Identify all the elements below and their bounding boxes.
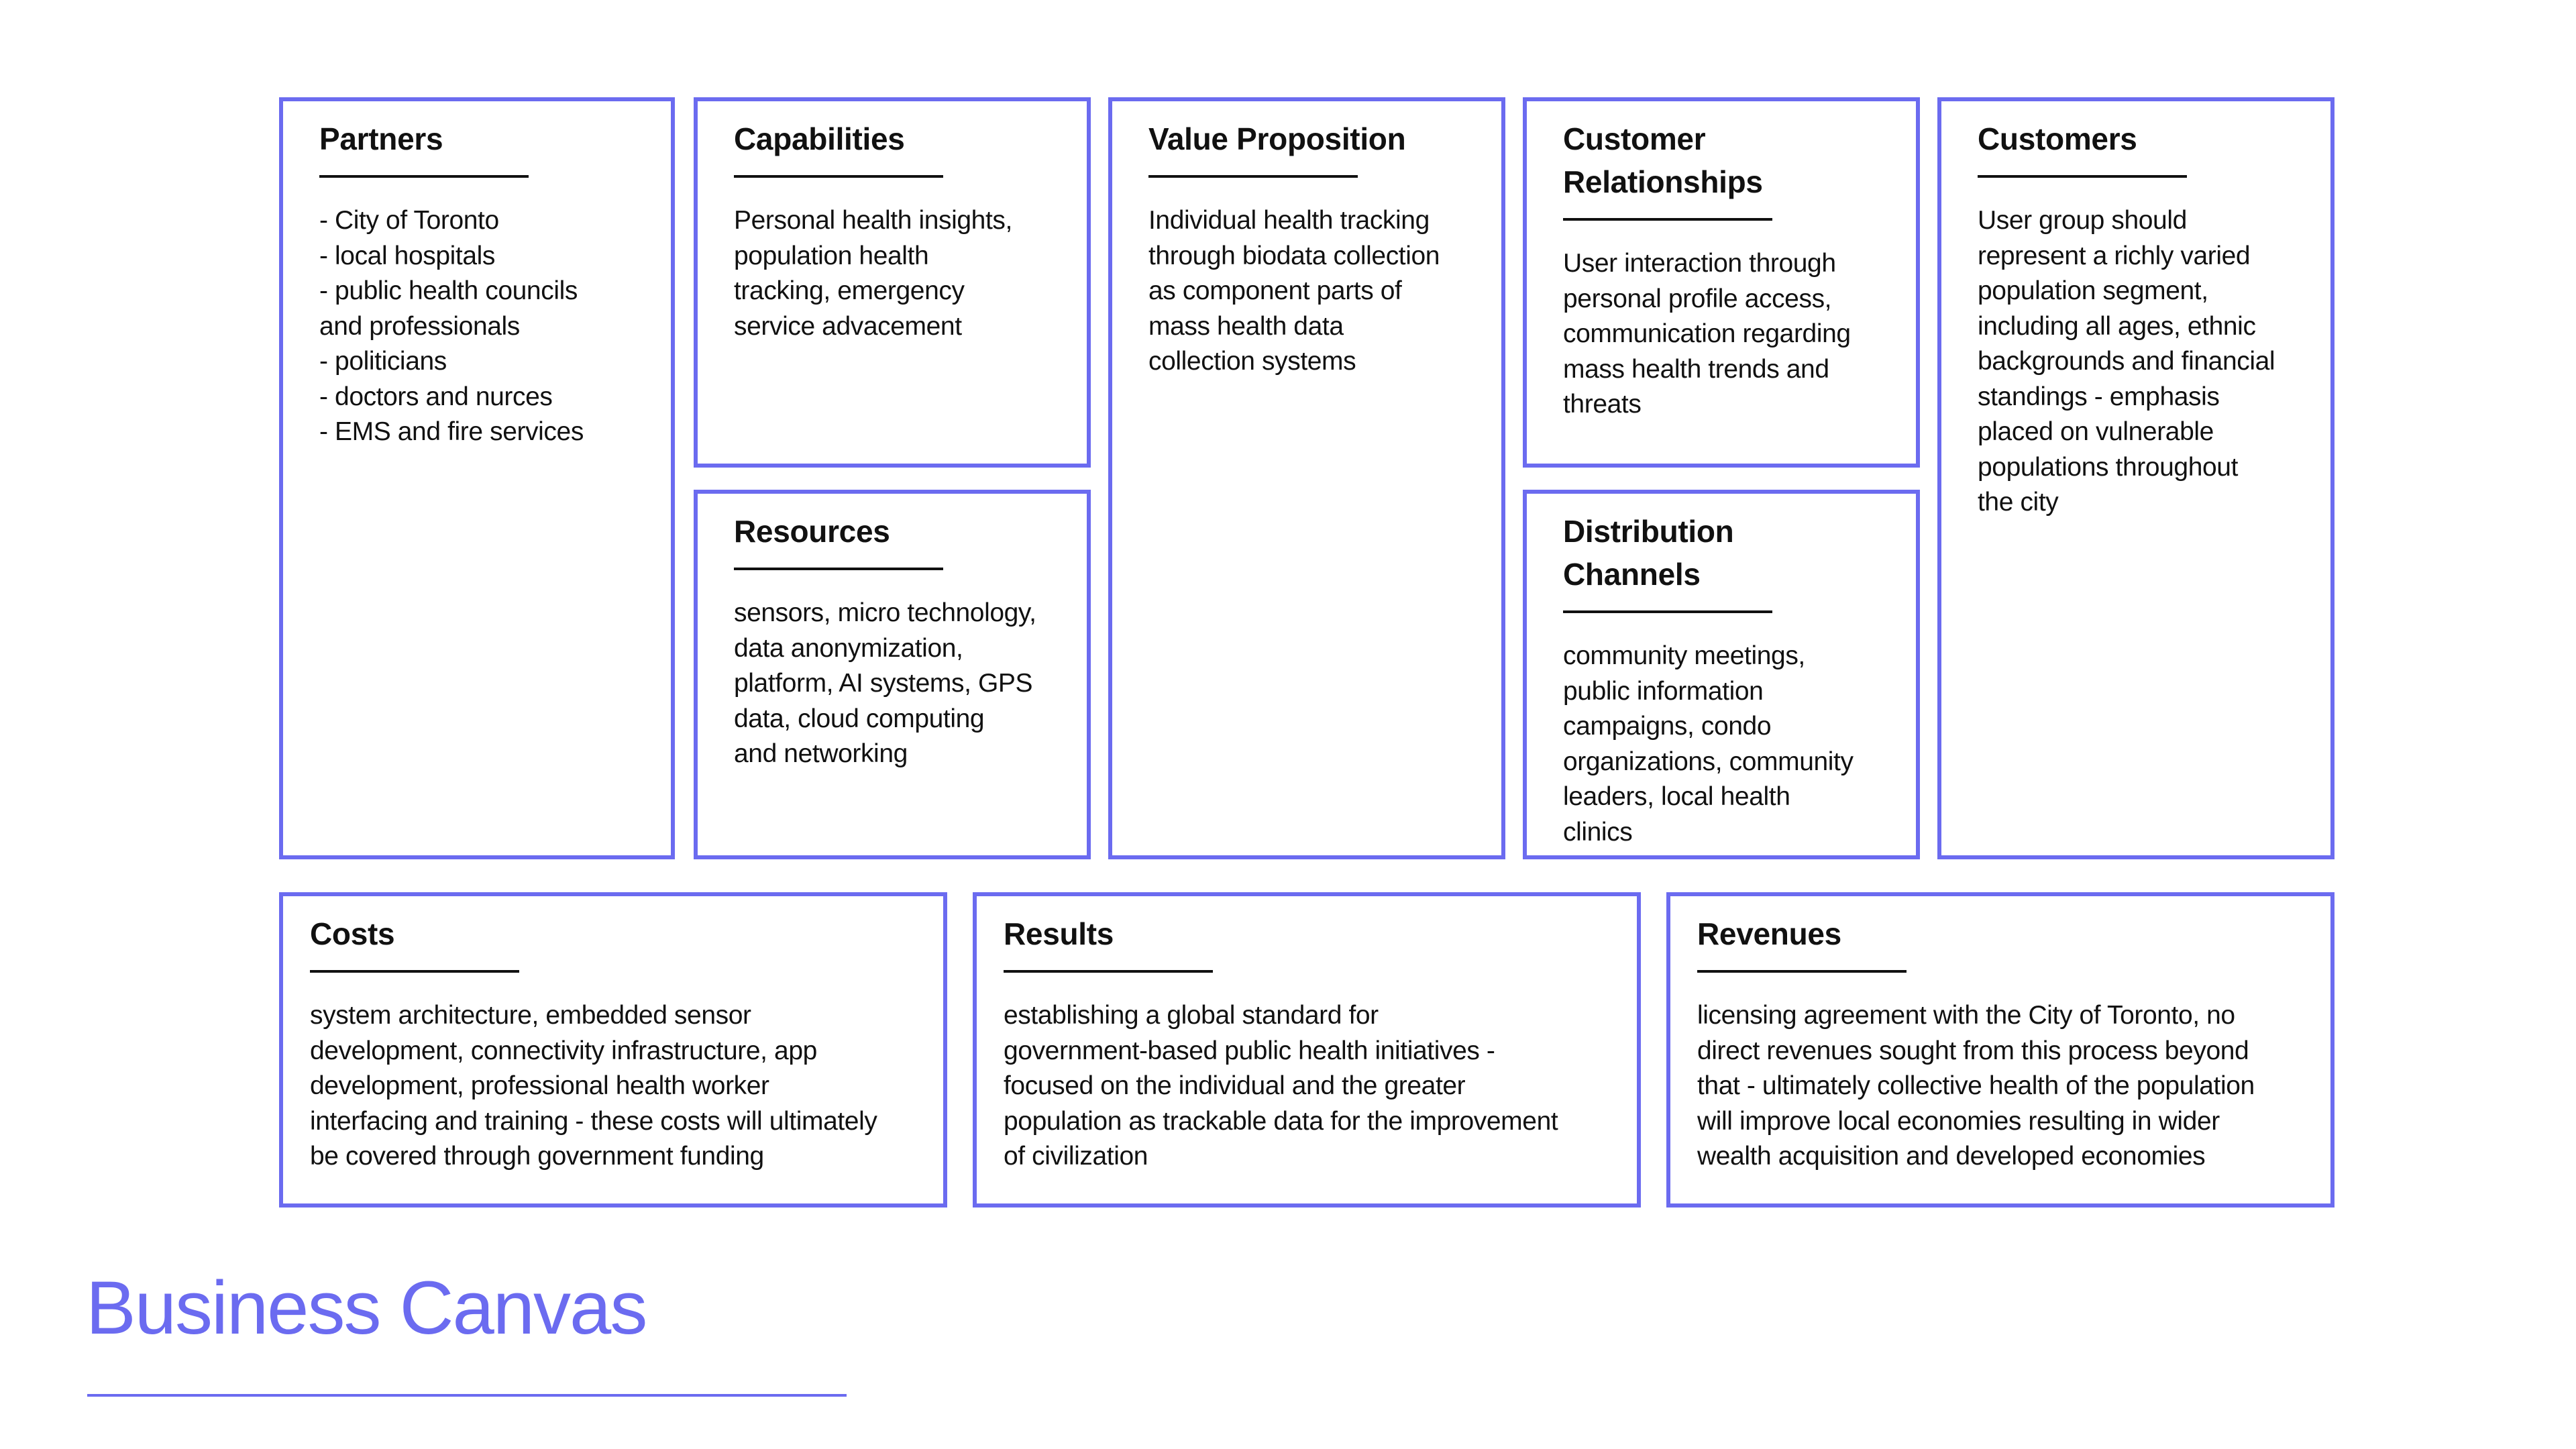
value-proposition-text: Individual health tracking through biodata collection as component parts of mass health data collection systems bbox=[1148, 206, 1440, 376]
partners-title: Partners bbox=[319, 121, 443, 156]
costs-box bbox=[279, 892, 947, 1208]
page-title-underline bbox=[87, 1394, 847, 1397]
results-box bbox=[973, 892, 1641, 1208]
resources-text: sensors, micro technology, data anonymization, platform, AI systems, GPS data, cloud computing and networking bbox=[734, 598, 1036, 768]
costs-title-rule bbox=[310, 970, 519, 973]
capabilities-title-rule bbox=[734, 175, 943, 178]
revenues-text: licensing agreement with the City of Toronto, no direct revenues sought from this process beyond that - ultimately collective health of the population will improve local economies resulting in wider wealth acquisition and developed economies bbox=[1697, 1001, 2255, 1171]
results-title: Results bbox=[1004, 916, 1114, 951]
customers-box bbox=[1937, 97, 2334, 859]
revenues-title-rule bbox=[1697, 970, 1907, 973]
customers-title-rule bbox=[1978, 175, 2187, 178]
revenues-box bbox=[1666, 892, 2334, 1208]
results-title-rule bbox=[1004, 970, 1213, 973]
distribution-channels-title-rule bbox=[1563, 610, 1772, 613]
distribution-channels-text: community meetings, public information campaigns, condo organizations, community leaders, local health clinics bbox=[1563, 641, 1854, 847]
results-text: establishing a global standard for government-based public health initiatives - focused on the individual and the greater population as trackable data for the improvement of civilization bbox=[1004, 1001, 1558, 1171]
costs-text: system architecture, embedded sensor development, connectivity infrastructure, app development, professional health worker interfacing and training - these costs will ultimately be covered through government funding bbox=[310, 1001, 877, 1171]
resources-title: Resources bbox=[734, 514, 890, 549]
partners-text: - City of Toronto - local hospitals - public health councils and professionals - politicians - doctors and nurces - EMS and fire services bbox=[319, 206, 584, 446]
partners-title-rule bbox=[319, 175, 529, 178]
page-title: Business Canvas bbox=[86, 1266, 647, 1350]
customer-relationships-title-rule bbox=[1563, 218, 1772, 221]
revenues-title: Revenues bbox=[1697, 916, 1841, 951]
capabilities-box bbox=[694, 97, 1091, 468]
capabilities-text: Personal health insights, population health tracking, emergency service advacement bbox=[734, 206, 1012, 341]
value-proposition-box bbox=[1108, 97, 1505, 859]
customers-text: User group should represent a richly varied population segment, including all ages, ethnic backgrounds and financial standings - emphasis placed on vulnerable populations throughout the city bbox=[1978, 206, 2275, 517]
customers-title: Customers bbox=[1978, 121, 2137, 156]
resources-title-rule bbox=[734, 568, 943, 570]
capabilities-title: Capabilities bbox=[734, 121, 905, 156]
partners-box bbox=[279, 97, 675, 859]
resources-box bbox=[694, 490, 1091, 859]
value-proposition-title-rule bbox=[1148, 175, 1358, 178]
distribution-channels-title: Distribution Channels bbox=[1563, 514, 1734, 592]
value-proposition-title: Value Proposition bbox=[1148, 121, 1406, 156]
distribution-channels-box bbox=[1523, 490, 1920, 859]
customer-relationships-text: User interaction through personal profile access, communication regarding mass health trends and threats bbox=[1563, 249, 1851, 419]
customer-relationships-box bbox=[1523, 97, 1920, 468]
costs-title: Costs bbox=[310, 916, 395, 951]
customer-relationships-title: Customer Relationships bbox=[1563, 121, 1763, 199]
